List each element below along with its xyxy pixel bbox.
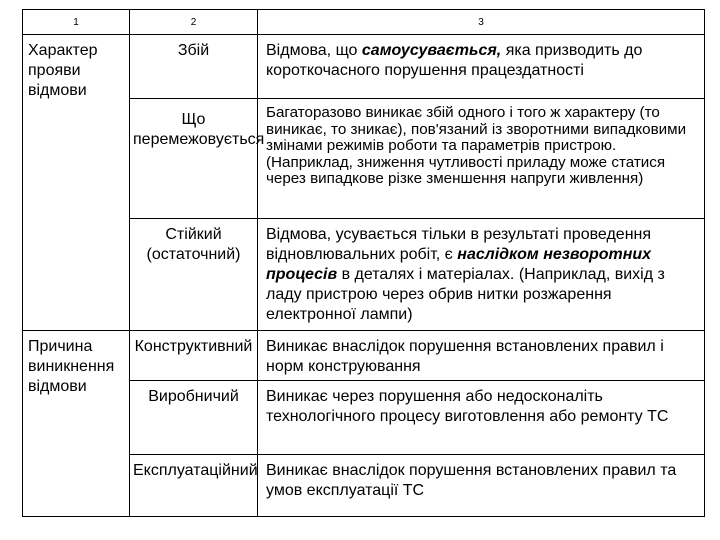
desc-design: Виникає внаслідок порушення встановлених правил і норм конструювання [258, 331, 705, 381]
desc-persistent-emph: наслідком незворотних процесів [266, 246, 652, 283]
type-intermittent: Що перемежовується [130, 99, 258, 219]
desc-persistent-part2: в деталях і матеріалах. (Наприклад, вихід з ладу пристрою через обрив нитки розжарення електронної лампи) [266, 266, 665, 323]
header-col-2: 2 [130, 10, 258, 35]
header-row [23, 10, 705, 35]
group-cause: Причина виникнення відмови [23, 331, 130, 517]
failure-classification-table [22, 9, 705, 517]
desc-operational: Виникає внаслідок порушення встановлених правил та умов експлуатації ТС [258, 455, 705, 517]
group-manifestation: Характер прояви відмови [23, 35, 130, 331]
desc-failure-part1: Відмова, що [266, 42, 362, 59]
table-row-failure [23, 35, 705, 99]
header-col-3: 3 [258, 10, 705, 35]
type-production: Виробничий [130, 381, 258, 455]
desc-persistent [258, 219, 705, 331]
desc-failure-part2: яка призводить до короткочасного порушення працездатності [266, 42, 643, 79]
desc-intermittent: Багаторазово виникає збій одного і того ж характеру (то виникає, то зникає), пов'язаний із зворотними випадковими змінами режимів роботи та параметрів пристрою. (Наприклад, зниження чутливості приладу може статися через випадкове різке зменшення напруги живлення) [258, 99, 705, 219]
desc-failure-emph: самоусувається, [361, 42, 502, 59]
header-col-1: 1 [23, 10, 130, 35]
type-failure: Збій [130, 35, 258, 99]
type-persistent: Стійкий (остаточний) [130, 219, 258, 331]
desc-failure [258, 35, 705, 99]
type-operational: Експлуатаційний [130, 455, 258, 517]
desc-persistent-part1: Відмова, усувається тільки в результаті проведення відновлювальних робіт, є [266, 226, 652, 263]
desc-production: Виникає через порушення або недосконаліть технологічного процесу виготовлення або ремонту ТС [258, 381, 705, 455]
type-design: Конструктивний [130, 331, 258, 381]
table-row-design [23, 331, 705, 381]
